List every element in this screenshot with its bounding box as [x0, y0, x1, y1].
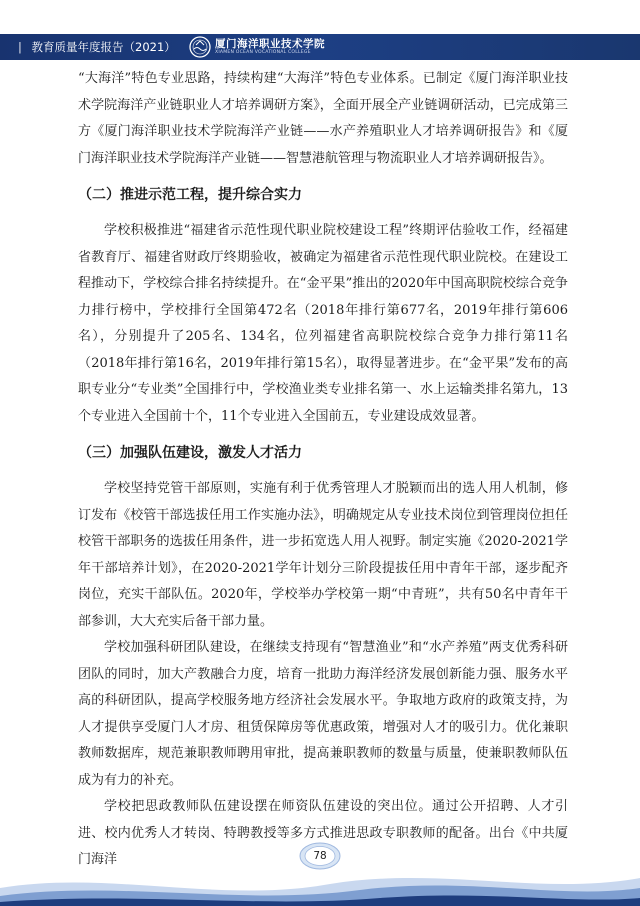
logo-english-name: XIAMEN OCEAN VOCATIONAL COLLEGE: [215, 50, 311, 55]
page-number: 78: [313, 850, 327, 862]
section-heading-3: （三）加强队伍建设，激发人才活力: [78, 445, 302, 461]
paragraph-continued: “大海洋”特色专业思路，持续构建“大海洋”特色专业体系。已制定《厦门海洋职业技术学院海洋产业链职业人才培养调研方案》，全面开展全产业链调研活动，已完成第三方《厦门海洋职业技术学院海洋产业链——水产养殖职业人才培养调研报告》和《厦门海洋职业技术学院海洋产业链——智慧港航管理与物流职业人才培养调研报告》。: [78, 71, 568, 166]
paragraph: 学校积极推进“福建省示范性现代职业院校建设工程”终期评估验收工作，经福建省教育厅、福建省财政厅终期验收，被确定为福建省示范性现代职业院校。在建设工程推动下，学校综合排名持续提升。在“金平果”推出的2020年中国高职院校综合竞争力排行榜中，学校排行全国第472名（2018年排行第677名，2019年排行第606名），分别提升了205名、134名，位列福建省高职院校综合竞争力排行第11名（2018年排行第16名，2019年排行第15名），取得显著进步。在“金平果”发布的高职专业分“专业类”全国排行中，学校渔业类专业排名第一、水上运输类排名第九，13个专业进入全国前十个，11个专业进入全国前五，专业建设成效显著。: [78, 223, 568, 424]
page-number-badge: [298, 841, 342, 871]
page-body: [78, 66, 568, 874]
paragraph: 学校坚持党管干部原则，实施有利于优秀管理人才脱颖而出的选人用人机制，修订发布《校管干部选拔任用工作实施办法》，明确规定从专业技术岗位到管理岗位担任校管干部职务的选拔任用条件，进一步拓宽选人用人视野。制定实施《2020-2021学年干部培养计划》，在2020-2021学年计划分三阶段提拔任用中青年干部，逐步配齐岗位，充实干部队伍。2020年，学校举办学校第一期“中青班”，共有50名中青年干部参训，大大充实后备干部力量。: [78, 481, 568, 629]
college-logo: [189, 36, 325, 58]
header-bar: [0, 34, 640, 60]
header-separator: |: [18, 40, 22, 54]
logo-chinese-name: 厦门海洋职业技术学院: [215, 38, 325, 50]
paragraph: 学校把思政教师队伍建设摆在师资队伍建设的突出位。通过公开招聘、人才引进、校内优秀人才转岗、特聘教授等多方式推进思政专职教师的配备。出台《中共厦门海洋: [78, 799, 568, 867]
footer-wave-decoration: [0, 866, 640, 906]
section-heading-2: （二）推进示范工程，提升综合实力: [78, 187, 302, 203]
paragraph: 学校加强科研团队建设，在继续支持现有“智慧渔业”和“水产养殖”两支优秀科研团队的同时，加大产教融合力度，培育一批助力海洋经济发展创新能力强、服务水平高的科研团队，提高学校服务地方经济社会发展水平。争取地方政府的政策支持，为人才提供享受厦门人才房、租赁保障房等优惠政策，增强对人才的吸引力。优化兼职教师数据库，规范兼职教师聘用审批，提高兼职教师的数量与质量，使兼职教师队伍成为有力的补充。: [78, 640, 568, 788]
college-emblem-icon: [189, 36, 211, 58]
logo-text: [215, 38, 325, 56]
header-title-group: [18, 34, 176, 60]
report-title: 教育质量年度报告（2021）: [31, 40, 176, 54]
